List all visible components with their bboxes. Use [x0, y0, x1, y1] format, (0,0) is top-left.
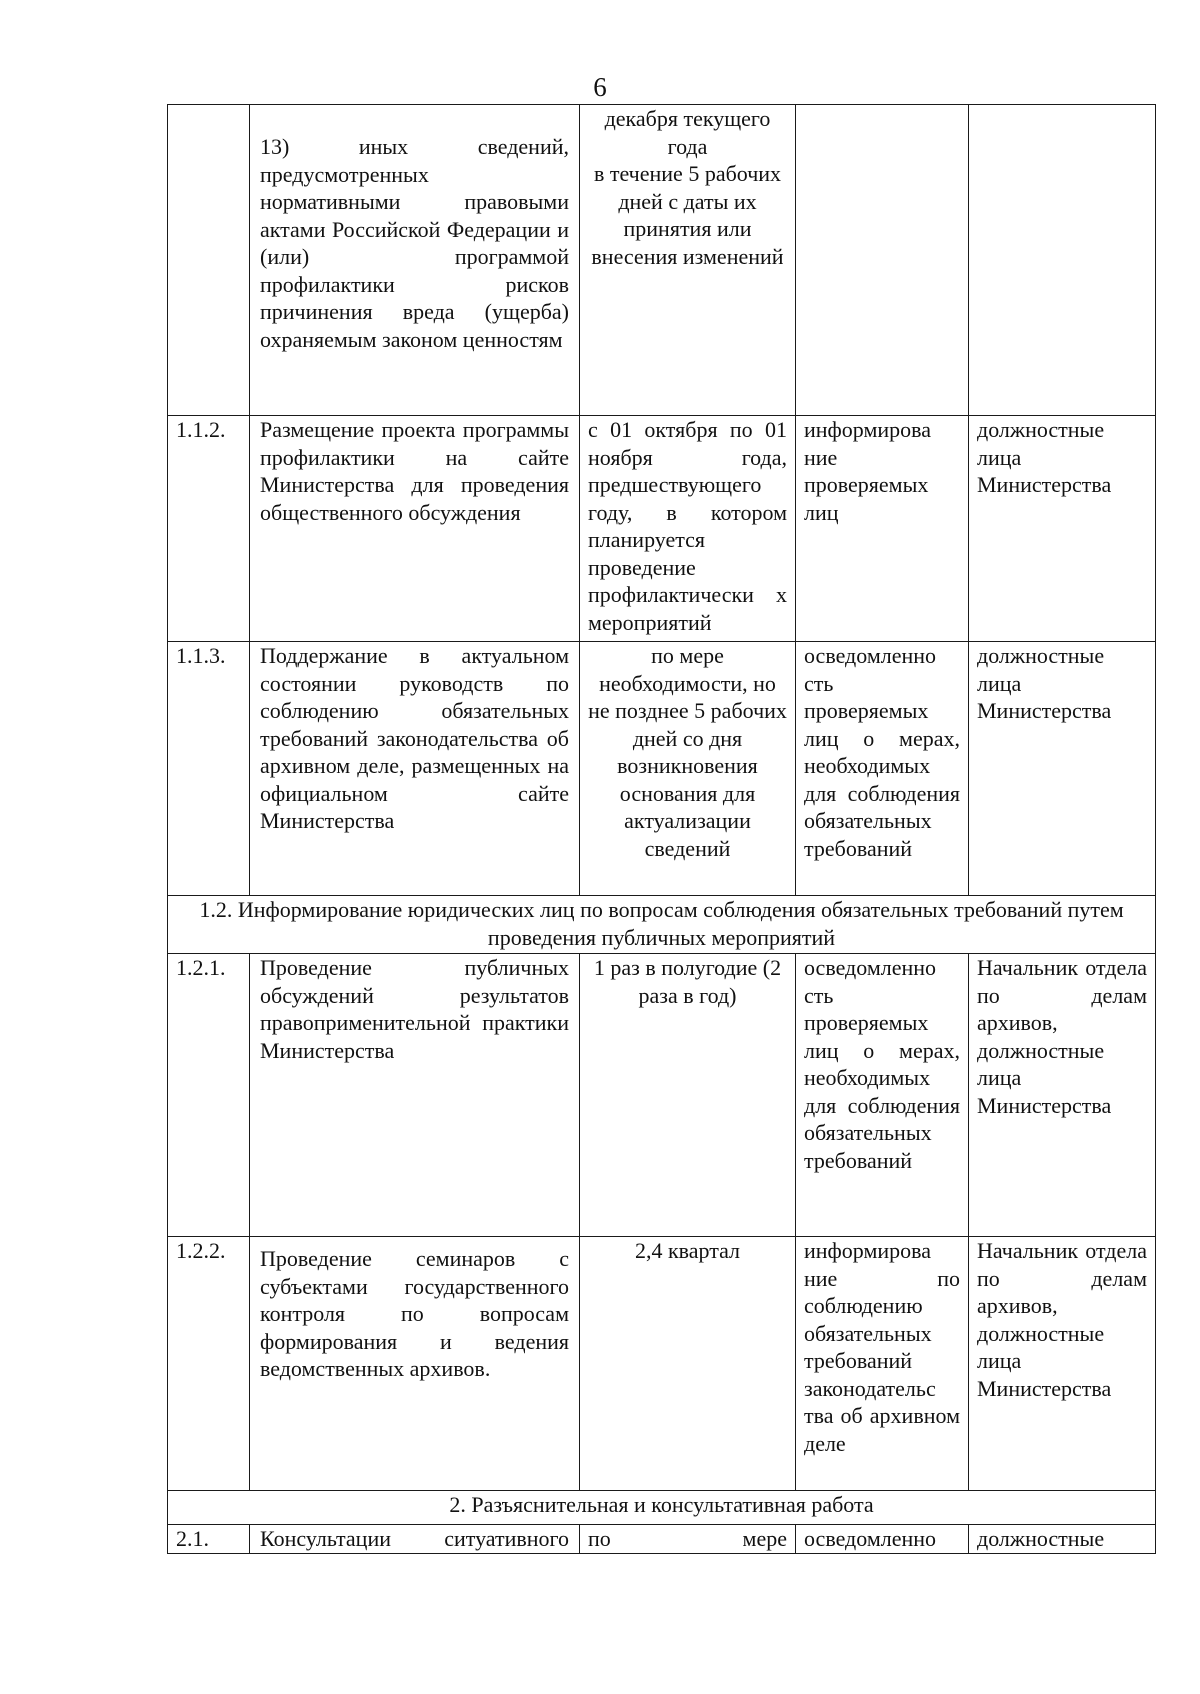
responsible-cell: должностные лица Министерства — [969, 642, 1156, 896]
table-row — [168, 1237, 1156, 1491]
responsible-cell: Начальник отдела по делам архивов, должностные лица Министерства — [969, 1237, 1156, 1491]
term-cell: 1 раз в полугодие (2 раза в год) — [580, 954, 796, 1237]
page-number: 6 — [593, 72, 607, 102]
section-row — [168, 896, 1156, 954]
form-cell: осведомленно сть проверяемых лиц о мерах, необходимых для соблюдения обязательных требований — [796, 954, 969, 1237]
responsible-cell: Начальник отдела по делам архивов, должностные лица Министерства — [969, 954, 1156, 1237]
term-cell: с 01 октября по 01 ноября года, предшествующего году, в котором планируется проведение профилактически х мероприятий — [580, 416, 796, 642]
term-cell: декабря текущего года в течение 5 рабочих дней с даты их принятия или внесения изменений — [580, 105, 796, 416]
row-number-cell: 1.2.2. — [168, 1237, 250, 1491]
activity-cell: Проведение семинаров с субъектами государственного контроля по вопросам формирования и ведения ведомственных архивов. — [250, 1237, 580, 1491]
table-row — [168, 416, 1156, 642]
activity-cell: Размещение проекта программы профилактики на сайте Министерства для проведения общественного обсуждения — [250, 416, 580, 642]
activity-cell: Проведение публичных обсуждений результатов правоприменительной практики Министерства — [250, 954, 580, 1237]
responsible-cell: должностные лица Министерства — [969, 416, 1156, 642]
term-cell: по мере необходимости, но не позднее 5 рабочих дней со дня возникновения основания для актуализации сведений — [580, 642, 796, 896]
activities-table — [167, 104, 1156, 1554]
term-cell: 2,4 квартал — [580, 1237, 796, 1491]
section-heading: 2. Разъяснительная и консультативная работа — [168, 1491, 1156, 1525]
responsible-cell: должностные — [969, 1525, 1156, 1554]
activity-cell: Консультации ситуативного — [250, 1525, 580, 1554]
table-row — [168, 954, 1156, 1237]
section-heading: 1.2. Информирование юридических лиц по вопросам соблюдения обязательных требований путем проведения публичных мероприятий — [168, 896, 1156, 954]
term-cell: по мере — [580, 1525, 796, 1554]
activity-cell: 13) иных сведений, предусмотренных нормативными правовыми актами Российской Федерации и (или) программой профилактики рисков причинения вреда (ущерба) охраняемым законом ценностям — [250, 105, 580, 416]
table-row — [168, 1525, 1156, 1554]
form-cell — [796, 105, 969, 416]
table-row — [168, 105, 1156, 416]
form-cell: информирова ние проверяемых лиц — [796, 416, 969, 642]
activity-cell: Поддержание в актуальном состоянии руководств по соблюдению обязательных требований законодательства об архивном деле, размещенных на официальном сайте Министерства — [250, 642, 580, 896]
responsible-cell — [969, 105, 1156, 416]
table-row — [168, 642, 1156, 896]
row-number-cell: 2.1. — [168, 1525, 250, 1554]
row-number-cell: 1.1.2. — [168, 416, 250, 642]
form-cell: осведомленно — [796, 1525, 969, 1554]
row-number-cell: 1.2.1. — [168, 954, 250, 1237]
row-number-cell — [168, 105, 250, 416]
form-cell: осведомленно сть проверяемых лиц о мерах, необходимых для соблюдения обязательных требований — [796, 642, 969, 896]
form-cell: информирова ние по соблюдению обязательных требований законодательс тва об архивном деле — [796, 1237, 969, 1491]
row-number-cell: 1.1.3. — [168, 642, 250, 896]
section-row — [168, 1491, 1156, 1525]
